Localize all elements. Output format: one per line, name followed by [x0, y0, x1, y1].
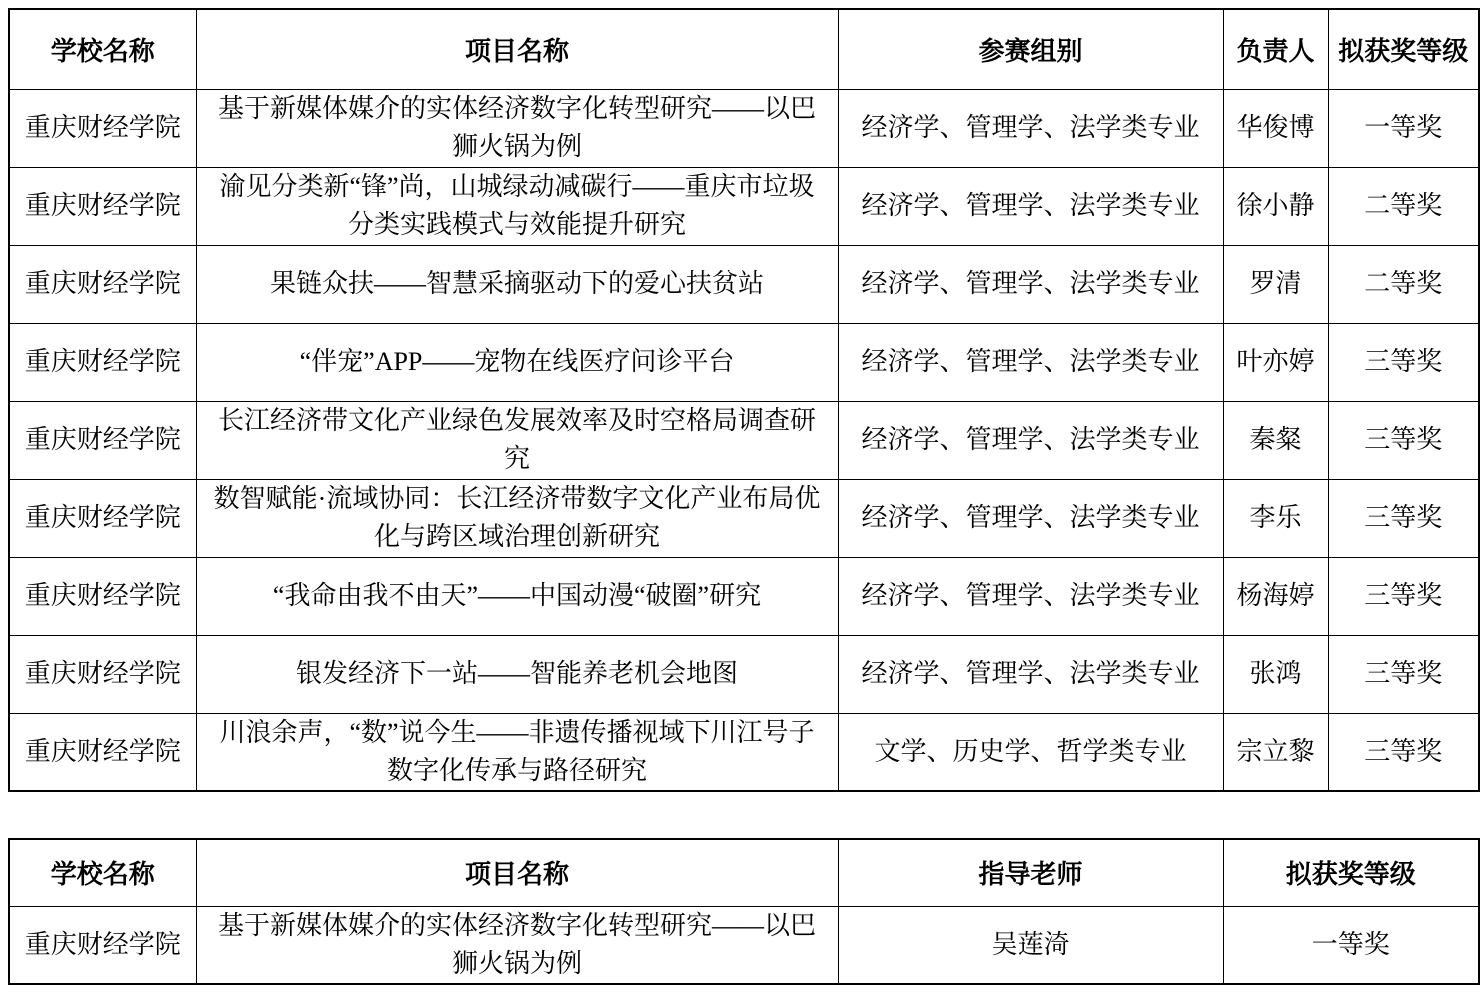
table-row — [9, 713, 1479, 791]
cell-award: 三等奖 — [1328, 323, 1479, 401]
header-competition-group: 参赛组别 — [838, 9, 1223, 89]
cell-school: 重庆财经学院 — [9, 167, 196, 245]
cell-project: 果链众扶——智慧采摘驱动下的爱心扶贫站 — [196, 245, 838, 323]
table-row — [9, 401, 1479, 479]
cell-leader: 叶亦婷 — [1223, 323, 1328, 401]
header-leader: 负责人 — [1223, 9, 1328, 89]
cell-school: 重庆财经学院 — [9, 906, 196, 984]
cell-project: 渝见分类新“锋”尚，山城绿动减碳行——重庆市垃圾分类实践模式与效能提升研究 — [196, 167, 838, 245]
cell-project: 基于新媒体媒介的实体经济数字化转型研究——以巴狮火锅为例 — [196, 906, 838, 984]
cell-leader: 徐小静 — [1223, 167, 1328, 245]
cell-award: 三等奖 — [1328, 635, 1479, 713]
cell-project: “我命由我不由天”——中国动漫“破圈”研究 — [196, 557, 838, 635]
cell-project: 川浪余声，“数”说今生——非遗传播视域下川江号子数字化传承与路径研究 — [196, 713, 838, 791]
cell-group: 经济学、管理学、法学类专业 — [838, 245, 1223, 323]
cell-school: 重庆财经学院 — [9, 323, 196, 401]
cell-school: 重庆财经学院 — [9, 635, 196, 713]
table-header-row — [9, 839, 1479, 906]
award-table-main — [8, 8, 1480, 792]
header-advisor: 指导老师 — [838, 839, 1223, 906]
table-row — [9, 479, 1479, 557]
cell-award: 二等奖 — [1328, 245, 1479, 323]
cell-leader: 华俊博 — [1223, 89, 1328, 167]
cell-group: 经济学、管理学、法学类专业 — [838, 635, 1223, 713]
header-award-level: 拟获奖等级 — [1328, 9, 1479, 89]
award-table-advisor — [8, 838, 1480, 985]
cell-award: 三等奖 — [1328, 557, 1479, 635]
cell-award: 三等奖 — [1328, 713, 1479, 791]
cell-group: 经济学、管理学、法学类专业 — [838, 167, 1223, 245]
cell-leader: 张鸿 — [1223, 635, 1328, 713]
header-school-name: 学校名称 — [9, 839, 196, 906]
cell-group: 经济学、管理学、法学类专业 — [838, 401, 1223, 479]
cell-project: 长江经济带文化产业绿色发展效率及时空格局调查研究 — [196, 401, 838, 479]
cell-award: 三等奖 — [1328, 401, 1479, 479]
table-row — [9, 557, 1479, 635]
table-row — [9, 906, 1479, 984]
table-row — [9, 245, 1479, 323]
cell-school: 重庆财经学院 — [9, 713, 196, 791]
cell-group: 经济学、管理学、法学类专业 — [838, 479, 1223, 557]
cell-school: 重庆财经学院 — [9, 557, 196, 635]
cell-group: 文学、历史学、哲学类专业 — [838, 713, 1223, 791]
cell-group: 经济学、管理学、法学类专业 — [838, 89, 1223, 167]
header-school-name: 学校名称 — [9, 9, 196, 89]
table-row — [9, 635, 1479, 713]
cell-leader: 李乐 — [1223, 479, 1328, 557]
table-row — [9, 323, 1479, 401]
header-award-level: 拟获奖等级 — [1223, 839, 1479, 906]
header-project-name: 项目名称 — [196, 839, 838, 906]
header-project-name: 项目名称 — [196, 9, 838, 89]
cell-award: 二等奖 — [1328, 167, 1479, 245]
cell-leader: 秦粲 — [1223, 401, 1328, 479]
cell-award: 三等奖 — [1328, 479, 1479, 557]
cell-leader: 宗立黎 — [1223, 713, 1328, 791]
table-row — [9, 167, 1479, 245]
cell-group: 经济学、管理学、法学类专业 — [838, 323, 1223, 401]
cell-school: 重庆财经学院 — [9, 401, 196, 479]
cell-project: 银发经济下一站——智能养老机会地图 — [196, 635, 838, 713]
cell-award: 一等奖 — [1223, 906, 1479, 984]
cell-project: 基于新媒体媒介的实体经济数字化转型研究——以巴狮火锅为例 — [196, 89, 838, 167]
cell-project: “伴宠”APP——宠物在线医疗问诊平台 — [196, 323, 838, 401]
table-header-row — [9, 9, 1479, 89]
cell-school: 重庆财经学院 — [9, 245, 196, 323]
cell-project: 数智赋能·流域协同：长江经济带数字文化产业布局优化与跨区域治理创新研究 — [196, 479, 838, 557]
cell-group: 经济学、管理学、法学类专业 — [838, 557, 1223, 635]
cell-award: 一等奖 — [1328, 89, 1479, 167]
cell-school: 重庆财经学院 — [9, 479, 196, 557]
cell-advisor: 吴莲渏 — [838, 906, 1223, 984]
cell-school: 重庆财经学院 — [9, 89, 196, 167]
cell-leader: 罗清 — [1223, 245, 1328, 323]
cell-leader: 杨海婷 — [1223, 557, 1328, 635]
table-row — [9, 89, 1479, 167]
